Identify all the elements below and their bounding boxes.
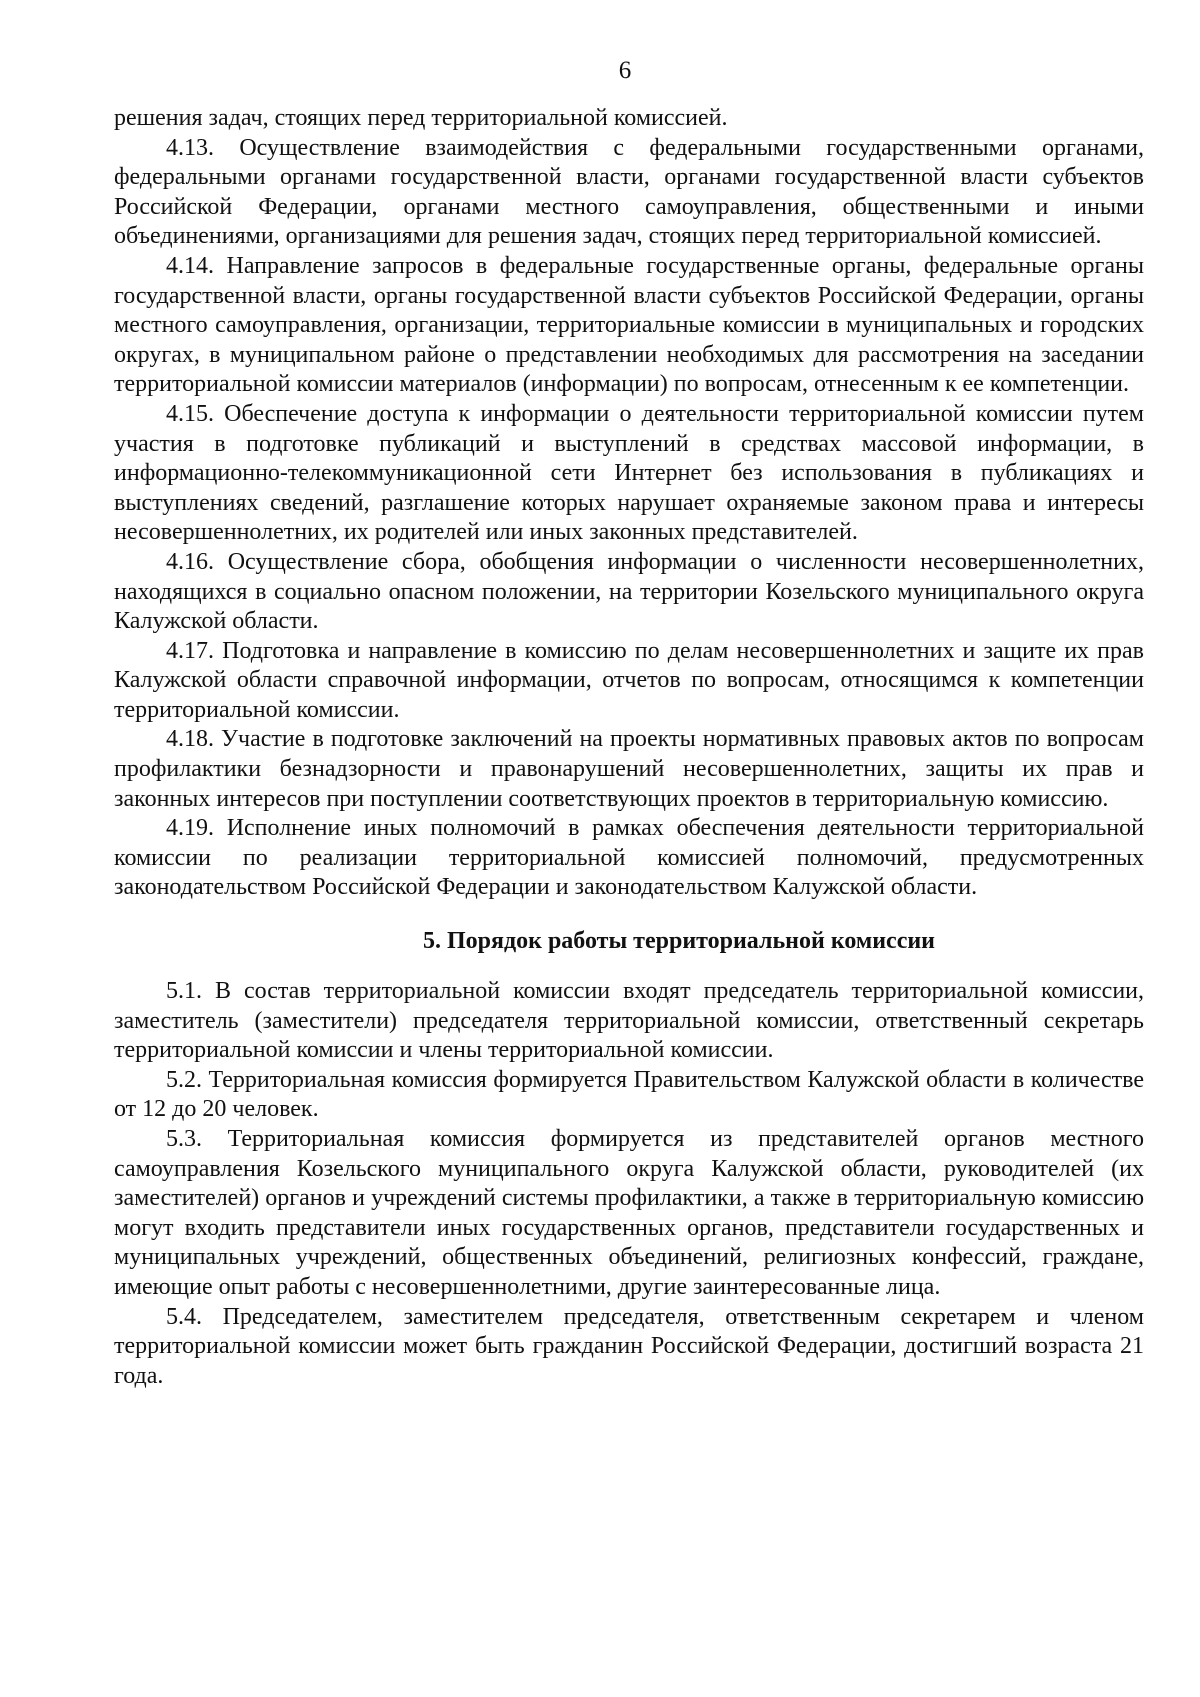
paragraph-4-15: 4.15. Обеспечение доступа к информации о деятельности территориальной комиссии путем участия в подготовке публикаций и выступлений в средствах массовой информации, в информационно-телекоммуникационной сети Интернет без использования в публикациях и выступлениях сведений, разглашение которых нарушает охраняемые законом права и интересы несовершеннолетних, их родителей или иных законных представителей. xyxy=(114,400,1144,546)
paragraph-4-17: 4.17. Подготовка и направление в комиссию по делам несовершеннолетних и защите их прав Калужской области справочной информации, отчетов по вопросам, относящимся к компетенции территориальной комиссии. xyxy=(114,637,1144,723)
paragraph-5-4: 5.4. Председателем, заместителем председателя, ответственным секретарем и членом территориальной комиссии может быть гражданин Российской Федерации, достигший возраста 21 года. xyxy=(114,1303,1144,1389)
paragraph-5-1: 5.1. В состав территориальной комиссии входят председатель территориальной комиссии, заместитель (заместители) председателя территориальной комиссии, ответственный секретарь территориальной комиссии и члены территориальной комиссии. xyxy=(114,978,1144,1064)
document-body xyxy=(114,104,1144,1391)
paragraph-4-14: 4.14. Направление запросов в федеральные государственные органы, федеральные органы государственной власти, органы государственной власти субъектов Российской Федерации, органы местного самоуправления, организации, территориальные комиссии в муниципальных и городских округах, в муниципальном районе о представлении необходимых для рассмотрения на заседании территориальной комиссии материалов (информации) по вопросам, отнесенным к ее компетенции. xyxy=(114,252,1144,398)
paragraph-4-16: 4.16. Осуществление сбора, обобщения информации о численности несовершеннолетних, находящихся в социально опасном положении, на территории Козельского муниципального округа Калужской области. xyxy=(114,548,1144,635)
paragraph-4-18: 4.18. Участие в подготовке заключений на проекты нормативных правовых актов по вопросам профилактики безнадзорности и правонарушений несовершеннолетних, защиты их прав и законных интересов при поступлении соответствующих проектов в территориальную комиссию. xyxy=(114,726,1144,812)
section-heading: 5. Порядок работы территориальной комиссии xyxy=(422,928,936,955)
page-number: 6 xyxy=(618,57,632,84)
paragraph-continuation: решения задач, стоящих перед территориальной комиссией. xyxy=(114,105,728,131)
paragraph-5-2: 5.2. Территориальная комиссия формируется Правительством Калужской области в количестве от 12 до 20 человек. xyxy=(114,1066,1144,1123)
paragraph-5-3: 5.3. Территориальная комиссия формируется из представителей органов местного самоуправления Козельского муниципального округа Калужской области, руководителей (их заместителей) органов и учреждений системы профилактики, а также в территориальную комиссию могут входить представители иных государственных органов, представители государственных и муниципальных учреждений, общественных объединений, религиозных конфессий, граждане, имеющие опыт работы с несовершеннолетними, другие заинтересованные лица. xyxy=(114,1126,1144,1300)
paragraph-4-13: 4.13. Осуществление взаимодействия с федеральными государственными органами, федеральными органами государственной власти, органами государственной власти субъектов Российской Федерации, органами местного самоуправления, общественными и иными объединениями, организациями для решения задач, стоящих перед территориальной комиссией. xyxy=(114,134,1144,250)
paragraph-4-19: 4.19. Исполнение иных полномочий в рамках обеспечения деятельности территориальной комиссии по реализации территориальной комиссией полномочий, предусмотренных законодательством Российской Федерации и законодательством Калужской области. xyxy=(114,815,1144,901)
